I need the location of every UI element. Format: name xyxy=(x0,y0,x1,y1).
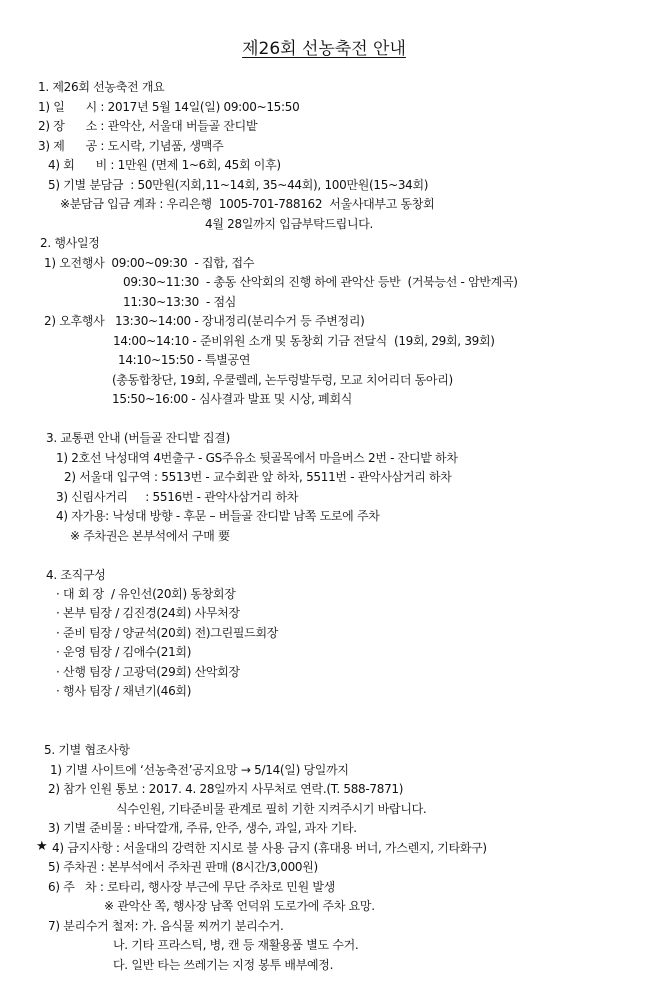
overview-deadline: 4월 28일까지 입금부탁드립니다. xyxy=(205,217,374,231)
schedule-pm-3: 14:10~15:50 - 특별공연 xyxy=(118,353,251,367)
organization-member: · 본부 팀장 / 김진경(24회) 사무처장 xyxy=(56,606,240,620)
organization-member: · 준비 팀장 / 양균석(20회) 전)그린필드회장 xyxy=(56,626,279,640)
schedule-pm-4: (총동합창단, 19회, 우쿨렐레, 논두렁발두렁, 모교 치어리더 동아리) xyxy=(112,373,453,387)
cooperation-item-4: 4) 금지사항 : 서울대의 강력한 지시로 불 사용 금지 (휴대용 버너, 가스렌지, 기타화구) xyxy=(52,841,487,855)
section-organization-heading: 4. 조직구성 xyxy=(46,568,106,582)
overview-fee: 4) 회 비 : 1만원 (면제 1~6회, 45회 이후) xyxy=(48,158,281,172)
overview-account: ※분담금 입금 계좌 : 우리은행 1005-701-788162 서울사대부고 동창회 xyxy=(60,197,435,211)
overview-date: 1) 일 시 : 2017년 5월 14일(일) 09:00~15:50 xyxy=(38,100,300,114)
schedule-am-1: 1) 오전행사 09:00~09:30 - 집합, 접수 xyxy=(44,256,255,270)
organization-member: · 산행 팀장 / 고광덕(29회) 산악회장 xyxy=(56,665,240,679)
transport-line-3: 3) 신림사거리 : 5516번 - 관악사삼거리 하차 xyxy=(56,490,299,504)
overview-class-share: 5) 기별 분담금 : 50만원(지회,11~14회, 35~44회), 100만원(15~34회) xyxy=(48,178,429,192)
section-schedule-heading: 2. 행사일정 xyxy=(40,236,100,250)
overview-place: 2) 장 소 : 관악산, 서울대 버들골 잔디밭 xyxy=(38,119,258,133)
cooperation-item-2-note: 식수인원, 기타준비물 관계로 필히 기한 지켜주시기 바랍니다. xyxy=(116,802,427,816)
cooperation-item-7: 7) 분리수거 철저: 가. 음식물 찌꺼기 분리수거. xyxy=(48,919,284,933)
overview-provide: 3) 제 공 : 도시락, 기념품, 생맥주 xyxy=(38,139,224,153)
star-icon: ★ xyxy=(36,839,48,854)
cooperation-item-7-b: 나. 기타 프라스틱, 병, 캔 등 재활용품 별도 수거. xyxy=(113,938,359,952)
cooperation-item-5: 5) 주차권 : 본부석에서 주차권 판매 (8시간/3,000원) xyxy=(48,860,318,874)
cooperation-item-2: 2) 참가 인원 통보 : 2017. 4. 28일까지 사무처로 연락.(T. 588-7871) xyxy=(48,782,404,796)
organization-member: · 운영 팀장 / 김애수(21회) xyxy=(56,645,192,659)
schedule-pm-1: 2) 오후행사 13:30~14:00 - 장내정리(분리수거 등 주변정리) xyxy=(44,314,365,328)
schedule-pm-5: 15:50~16:00 - 심사결과 발표 및 시상, 폐회식 xyxy=(112,392,353,406)
cooperation-item-6: 6) 주 차 : 로타리, 행사장 부근에 무단 주차로 민원 발생 xyxy=(48,880,335,894)
organization-member: · 대 회 장 / 유인선(20회) 동창회장 xyxy=(56,587,236,601)
transport-line-1: 1) 2호선 낙성대역 4번출구 - GS주유소 뒷골목에서 마을버스 2번 - 잔디밭 하차 xyxy=(56,451,458,465)
transport-line-2: 2) 서울대 입구역 : 5513번 - 교수회관 앞 하차, 5511번 - 관악사삼거리 하차 xyxy=(64,470,452,484)
cooperation-item-1: 1) 기별 사이트에 ‘선농축전’공지요망 → 5/14(일) 당일까지 xyxy=(50,763,349,777)
cooperation-item-3: 3) 기별 준비물 : 바닥깔개, 주류, 안주, 생수, 과일, 과자 기타. xyxy=(48,821,357,835)
schedule-am-3: 11:30~13:30 - 점심 xyxy=(123,295,237,309)
section-overview-heading: 1. 제26회 선농축전 개요 xyxy=(38,80,165,94)
section-transport-heading: 3. 교통편 안내 (버들골 잔디밭 집결) xyxy=(46,431,230,445)
organization-member: · 행사 팀장 / 채년기(46회) xyxy=(56,684,192,698)
page-title: 제26회 선농축전 안내 xyxy=(242,39,406,59)
section-cooperation-heading: 5. 기별 협조사항 xyxy=(44,743,130,757)
cooperation-item-7-c: 다. 일반 타는 쓰레기는 지정 봉투 배부예정. xyxy=(113,958,334,972)
schedule-am-2: 09:30~11:30 - 총동 산악회의 진행 하에 관악산 등반 (거북능선 - 암반계곡) xyxy=(123,275,518,289)
transport-parking-note: ※ 주차권은 본부석에서 구매 要 xyxy=(70,529,230,543)
schedule-pm-2: 14:00~14:10 - 준비위원 소개 및 동창회 기금 전달식 (19회, 29회, 39회) xyxy=(113,334,495,348)
transport-line-4: 4) 자가용: 낙성대 방향 - 후문 – 버들골 잔디밭 남쪽 도로에 주차 xyxy=(56,509,380,523)
cooperation-item-6-note: ※ 관악산 쪽, 행사장 남쪽 언덕위 도로가에 주차 요망. xyxy=(104,899,375,913)
